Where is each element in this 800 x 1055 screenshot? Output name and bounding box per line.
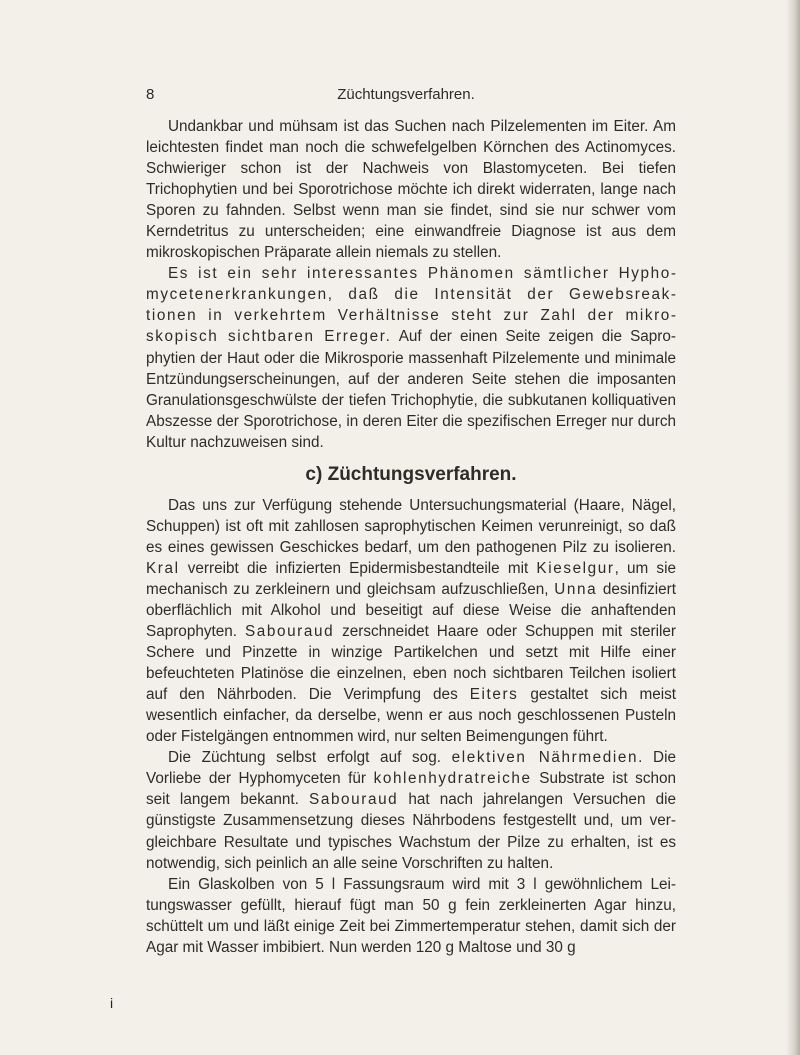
paragraph-2-rest: Auf der einen Seite zeigen die Saprophytien der Haut oder die Mikrosporie massenhaft Pilzelemente und minimale Entzündungserscheinungen, auf der anderen Seite stehen die imposanten Granulationsgeschwülste der tiefen Trichophytie, die subkutanen kolliquativen Abszesse der Sporotrichose, in deren Eiter die spezifischen Erreger nur durch Kultur nachzuweisen sind.: [146, 328, 677, 451]
paragraph-1: Undankbar und mühsam ist das Suchen nach Pilzelementen im Eiter. Am leichtesten findet man noch die schwefelgelben Körnchen des Actinomyces. Schwieriger schon ist der Nachweis von Blastomyceten. Bei tiefen Trichophytien und bei Sporotrichose möchte ich direkt widerraten, lange nach Sporen zu fahnden. Selbst wenn man sie findet, sind sie nur schwer vom Kerndetritus zu unterscheiden; eine einwandfreie Diagnose ist aus dem mikroskopischen Präparate allein niemals zu stellen.: [146, 118, 676, 262]
emphasis-term: kohlenhydratreiche: [373, 770, 532, 788]
author-name: Kral: [146, 559, 180, 577]
text-run: hat nach jahrelangen Versuchen die günstigste Zusammensetzung dieses Nährbodens festgestellt und, um vergleichbare Resultate und typisches Wachstum der Pilze zu erhalten, ist es notwendig, sich peinlich an alle seine Vorschriften zu halten.: [146, 791, 676, 872]
paragraph-2: [146, 263, 676, 452]
text-run: verreibt die infizierten Epidermisbestandteile mit: [179, 559, 537, 577]
footer-mark: i: [110, 995, 114, 1011]
text-run: Substrate ist schon seit langem bekannt.: [146, 770, 676, 809]
author-name: Sabouraud: [244, 623, 335, 641]
text-run: Die Züchtung selbst erfolgt auf sog.: [168, 749, 452, 767]
author-name: Unna: [554, 580, 598, 598]
text-run: , um sie mechanisch zu zerkleinern und gleichsam aufzuschließen,: [146, 559, 676, 598]
text-run: Das uns zur Verfügung stehende Untersuchungsmaterial (Haare, Nägel, Schuppen) ist oft mit zahllosen saprophytischen Keimen verunreinigt, so daß es eines gewissen Geschickes bedarf, um den pathogenen Pilz zu isolieren.: [146, 496, 676, 556]
section-heading: c) Züchtungsverfahren.: [305, 463, 517, 485]
page-edge-shadow: [786, 0, 800, 1055]
emphasis-term: elektiven Nährmedien: [451, 749, 639, 767]
author-name: Sabouraud: [309, 791, 399, 809]
paragraph-4: [146, 747, 676, 873]
page-body: [146, 116, 676, 958]
running-title: Züchtungsverfahren.: [337, 86, 475, 103]
paragraph-5: Ein Glaskolben von 5 l Fassungsraum wird mit 3 l gewöhnlichem Leitungswasser gefüllt, hierauf fügt man 50 g fein zerkleinerten Agar hinzu, schüttelt um und läßt einige Zeit bei Zimmertemperatur stehen, damit sich der Agar mit Wasser imbibiert. Nun werden 120 g Maltose und 30 g: [146, 875, 676, 956]
page-number: 8: [146, 86, 155, 103]
text-run: . Die Vorliebe der Hyphomyceten für: [146, 749, 677, 788]
text-run: zerschneidet Haare oder Schuppen mit steriler Schere und Pinzette in winzige Partikelchen und setzt mit Hilfe einer befeuchteten Platinöse die einzelnen, eben noch sichtbaren Teilchen isoliert auf den Nährboden. Die Verimpfung des: [146, 623, 676, 704]
paragraph-3: [146, 495, 676, 748]
text-run: desinfiziert oberflächlich mit Alkohol und beseitigt auf diese Weise die anhaftenden Saprophyten.: [146, 580, 676, 641]
text-run: gestaltet sich meist wesentlich einfacher, da derselbe, wenn er aus noch geschlossenen Pusteln oder Fistelgängen entnommen wird, nur selten Beimengungen führt.: [146, 686, 676, 746]
emphasis-term: Kieselgur: [536, 559, 615, 577]
emphasis-term: Eiters: [469, 686, 519, 704]
page-header: [146, 86, 666, 110]
spaced-emphasis: Es ist ein sehr interessantes Phänomen sämtlicher Hyphomycetenerkrankungen, daß die Intensität der Gewebsreaktionen in verkehrtem Verhältnisse steht zur Zahl der mikroskopisch sichtbaren Erreger.: [146, 265, 676, 346]
